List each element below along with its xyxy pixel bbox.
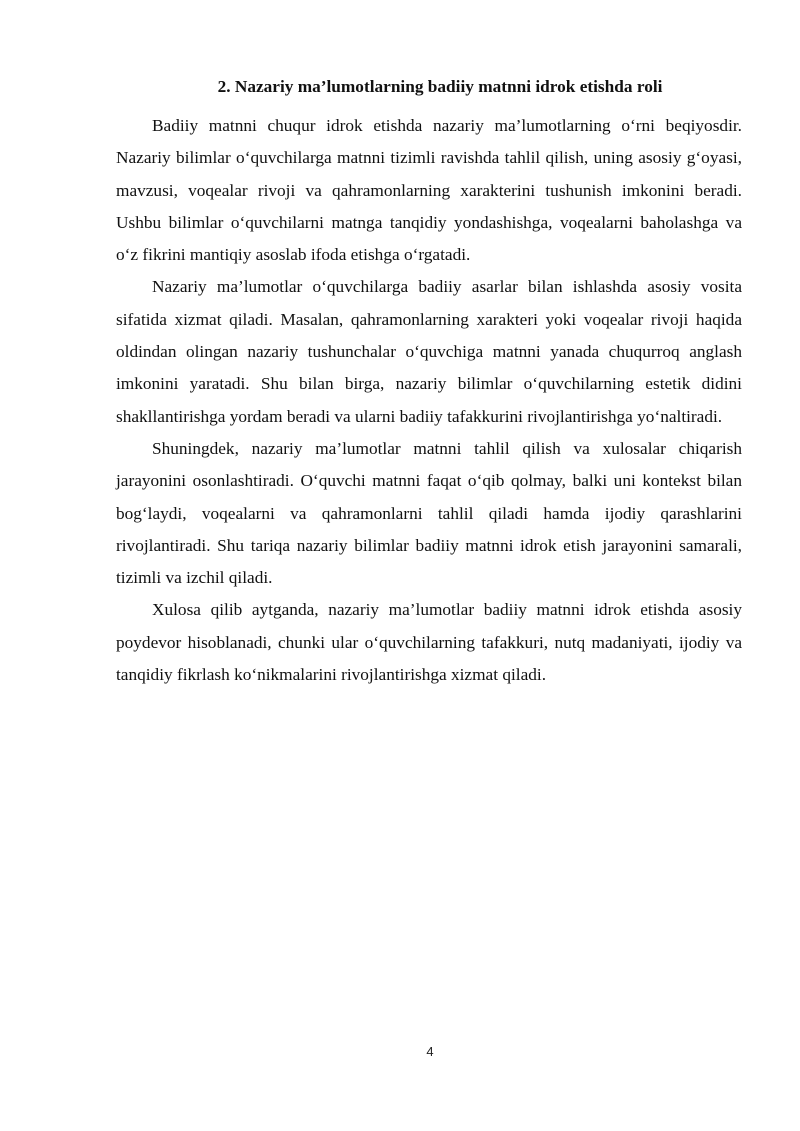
paragraph-4: Xulosa qilib aytganda, nazariy ma’lumotlar badiiy matnni idrok etishda asosiy poydevor hisoblanadi, chunki ular o‘quvchilarning tafakkuri, nutq madaniyati, ijodiy va tanqidiy fikrlash ko‘nikmalarini rivojlantirishga xizmat qiladi.	[116, 600, 742, 685]
paragraph-2: Nazariy ma’lumotlar o‘quvchilarga badiiy asarlar bilan ishlashda asosiy vosita sifatida xizmat qiladi. Masalan, qahramonlarning xarakteri yoki voqealar rivoji haqida oldindan olingan nazariy tushunchalar o‘quvchiga matnni yanada chuqurroq anglash imkonini yaratadi. Shu bilan birga, nazariy bilimlar o‘quvchilarning estetik didini shakllantirishga yordam beradi va ularni badiiy tafakkurini rivojlantirishga yo‘naltiradi.	[116, 277, 742, 426]
page-number: 4	[426, 1044, 434, 1059]
page-content	[116, 72, 742, 691]
section-heading: 2. Nazariy ma’lumotlarning badiiy matnni idrok etishda roli	[217, 77, 663, 96]
paragraph-1: Badiiy matnni chuqur idrok etishda nazariy ma’lumotlarning o‘rni beqiyosdir. Nazariy bilimlar o‘quvchilarga matnni tizimli ravishda tahlil qilish, uning asosiy g‘oyasi, mavzusi, voqealar rivoji va qahramonlarning xarakterini tushunish imkonini beradi. Ushbu bilimlar o‘quvchilarni matnga tanqidiy yondashishga, voqealarni baholashga va o‘z fikrini mantiqiy asoslab ifoda etishga o‘rgatadi.	[116, 116, 742, 265]
paragraph-3: Shuningdek, nazariy ma’lumotlar matnni tahlil qilish va xulosalar chiqarish jarayonini osonlashtiradi. O‘quvchi matnni faqat o‘qib qolmay, balki uni kontekst bilan bog‘laydi, voqealarni va qahramonlarni tahlil qiladi hamda ijodiy qarashlarini rivojlantiradi. Shu tariqa nazariy bilimlar badiiy matnni idrok etish jarayonini samarali, tizimli va izchil qiladi.	[116, 438, 742, 588]
